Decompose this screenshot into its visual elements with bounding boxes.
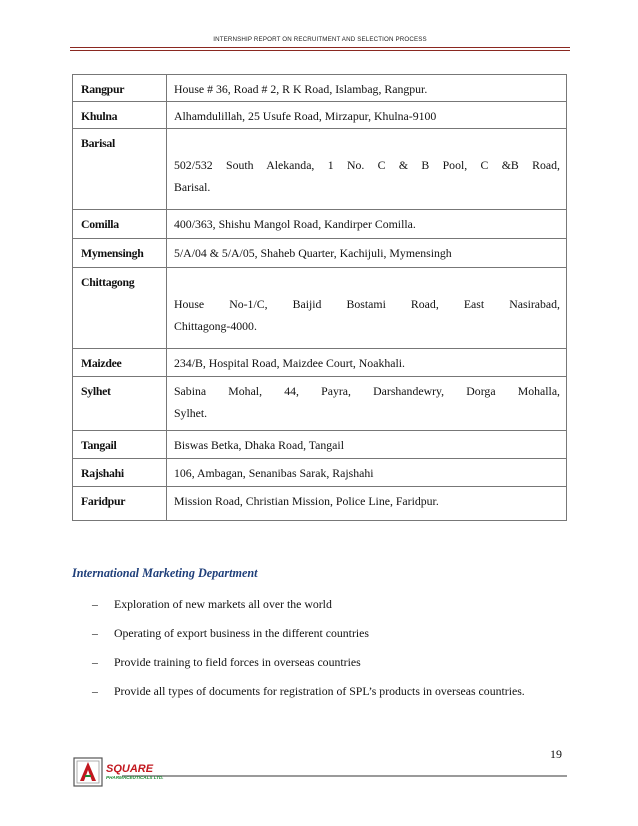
office-city: Tangail: [73, 431, 167, 459]
dash-bullet: –: [92, 597, 98, 611]
page-number: 19: [550, 747, 562, 761]
table-row: [73, 210, 567, 239]
table-row: [73, 431, 567, 459]
office-address: Alhamdulillah, 25 Usufe Road, Mirzapur, Khulna-9100: [167, 102, 567, 129]
table-row: [73, 129, 567, 210]
table-row: [73, 349, 567, 377]
office-city: Sylhet: [73, 377, 167, 431]
office-address-line: Chittagong-4000.: [174, 319, 257, 333]
table-row: [73, 268, 567, 349]
table-row: [73, 75, 567, 102]
logo-subtitle: PHARMACEUTICALS LTD.: [106, 775, 164, 780]
office-city: Rajshahi: [73, 459, 167, 487]
table-row: [73, 377, 567, 431]
table-row: [73, 487, 567, 521]
list-item-text: Exploration of new markets all over the world: [114, 597, 332, 611]
list-item-text: Provide all types of documents for registration of SPL’s products in overseas countries.: [114, 684, 525, 698]
office-address: [167, 268, 567, 349]
office-city: Maizdee: [73, 349, 167, 377]
list-item: [92, 654, 525, 683]
office-address: House # 36, Road # 2, R K Road, Islambag, Rangpur.: [167, 75, 567, 102]
office-city: Comilla: [73, 210, 167, 239]
office-address: [167, 129, 567, 210]
section-heading: International Marketing Department: [72, 566, 258, 580]
office-address: 234/B, Hospital Road, Maizdee Court, Noakhali.: [167, 349, 567, 377]
logo-name: SQUARE: [106, 763, 154, 775]
dash-bullet: –: [92, 626, 98, 640]
office-address: [167, 377, 567, 431]
page-header-title: INTERNSHIP REPORT ON RECRUITMENT AND SELECTION PROCESS: [213, 36, 427, 43]
list-item-text: Provide training to field forces in overseas countries: [114, 655, 361, 669]
footer-rule: [122, 775, 567, 777]
list-item-text: Operating of export business in the different countries: [114, 626, 369, 640]
header-rule: [70, 47, 570, 51]
table-row: [73, 239, 567, 268]
logo-mark-bar: [85, 775, 91, 777]
office-address: Biswas Betka, Dhaka Road, Tangail: [167, 431, 567, 459]
office-address: Mission Road, Christian Mission, Police Line, Faridpur.: [167, 487, 567, 521]
list-item: [92, 625, 525, 654]
dash-bullet: –: [92, 655, 98, 669]
office-address-line: Barisal.: [174, 180, 211, 194]
office-city: Mymensingh: [73, 239, 167, 268]
office-address: 106, Ambagan, Senanibas Sarak, Rajshahi: [167, 459, 567, 487]
office-address-line: House No-1/C, Baijid Bostami Road, East Nasirabad,: [174, 297, 560, 311]
office-city: Barisal: [73, 129, 167, 210]
list-item: [92, 683, 525, 712]
office-address: 5/A/04 & 5/A/05, Shaheb Quarter, Kachijuli, Mymensingh: [167, 239, 567, 268]
office-address: 400/363, Shishu Mangol Road, Kandirper Comilla.: [167, 210, 567, 239]
office-address-line: 502/532 South Alekanda, 1 No. C & B Pool, C &B Road,: [174, 158, 560, 172]
office-city: Chittagong: [73, 268, 167, 349]
office-address-line: Sylhet.: [174, 406, 208, 420]
dash-bullet: –: [92, 684, 98, 698]
list-item: [92, 596, 525, 625]
office-address-line: Sabina Mohal, 44, Payra, Darshandewry, Dorga Mohalla,: [174, 384, 560, 398]
office-address-table: [72, 74, 567, 521]
square-pharmaceuticals-logo: [73, 756, 183, 788]
office-city: Faridpur: [73, 487, 167, 521]
office-city: Khulna: [73, 102, 167, 129]
table-row: [73, 102, 567, 129]
table-row: [73, 459, 567, 487]
office-city: Rangpur: [73, 75, 167, 102]
duties-list: [92, 596, 525, 712]
